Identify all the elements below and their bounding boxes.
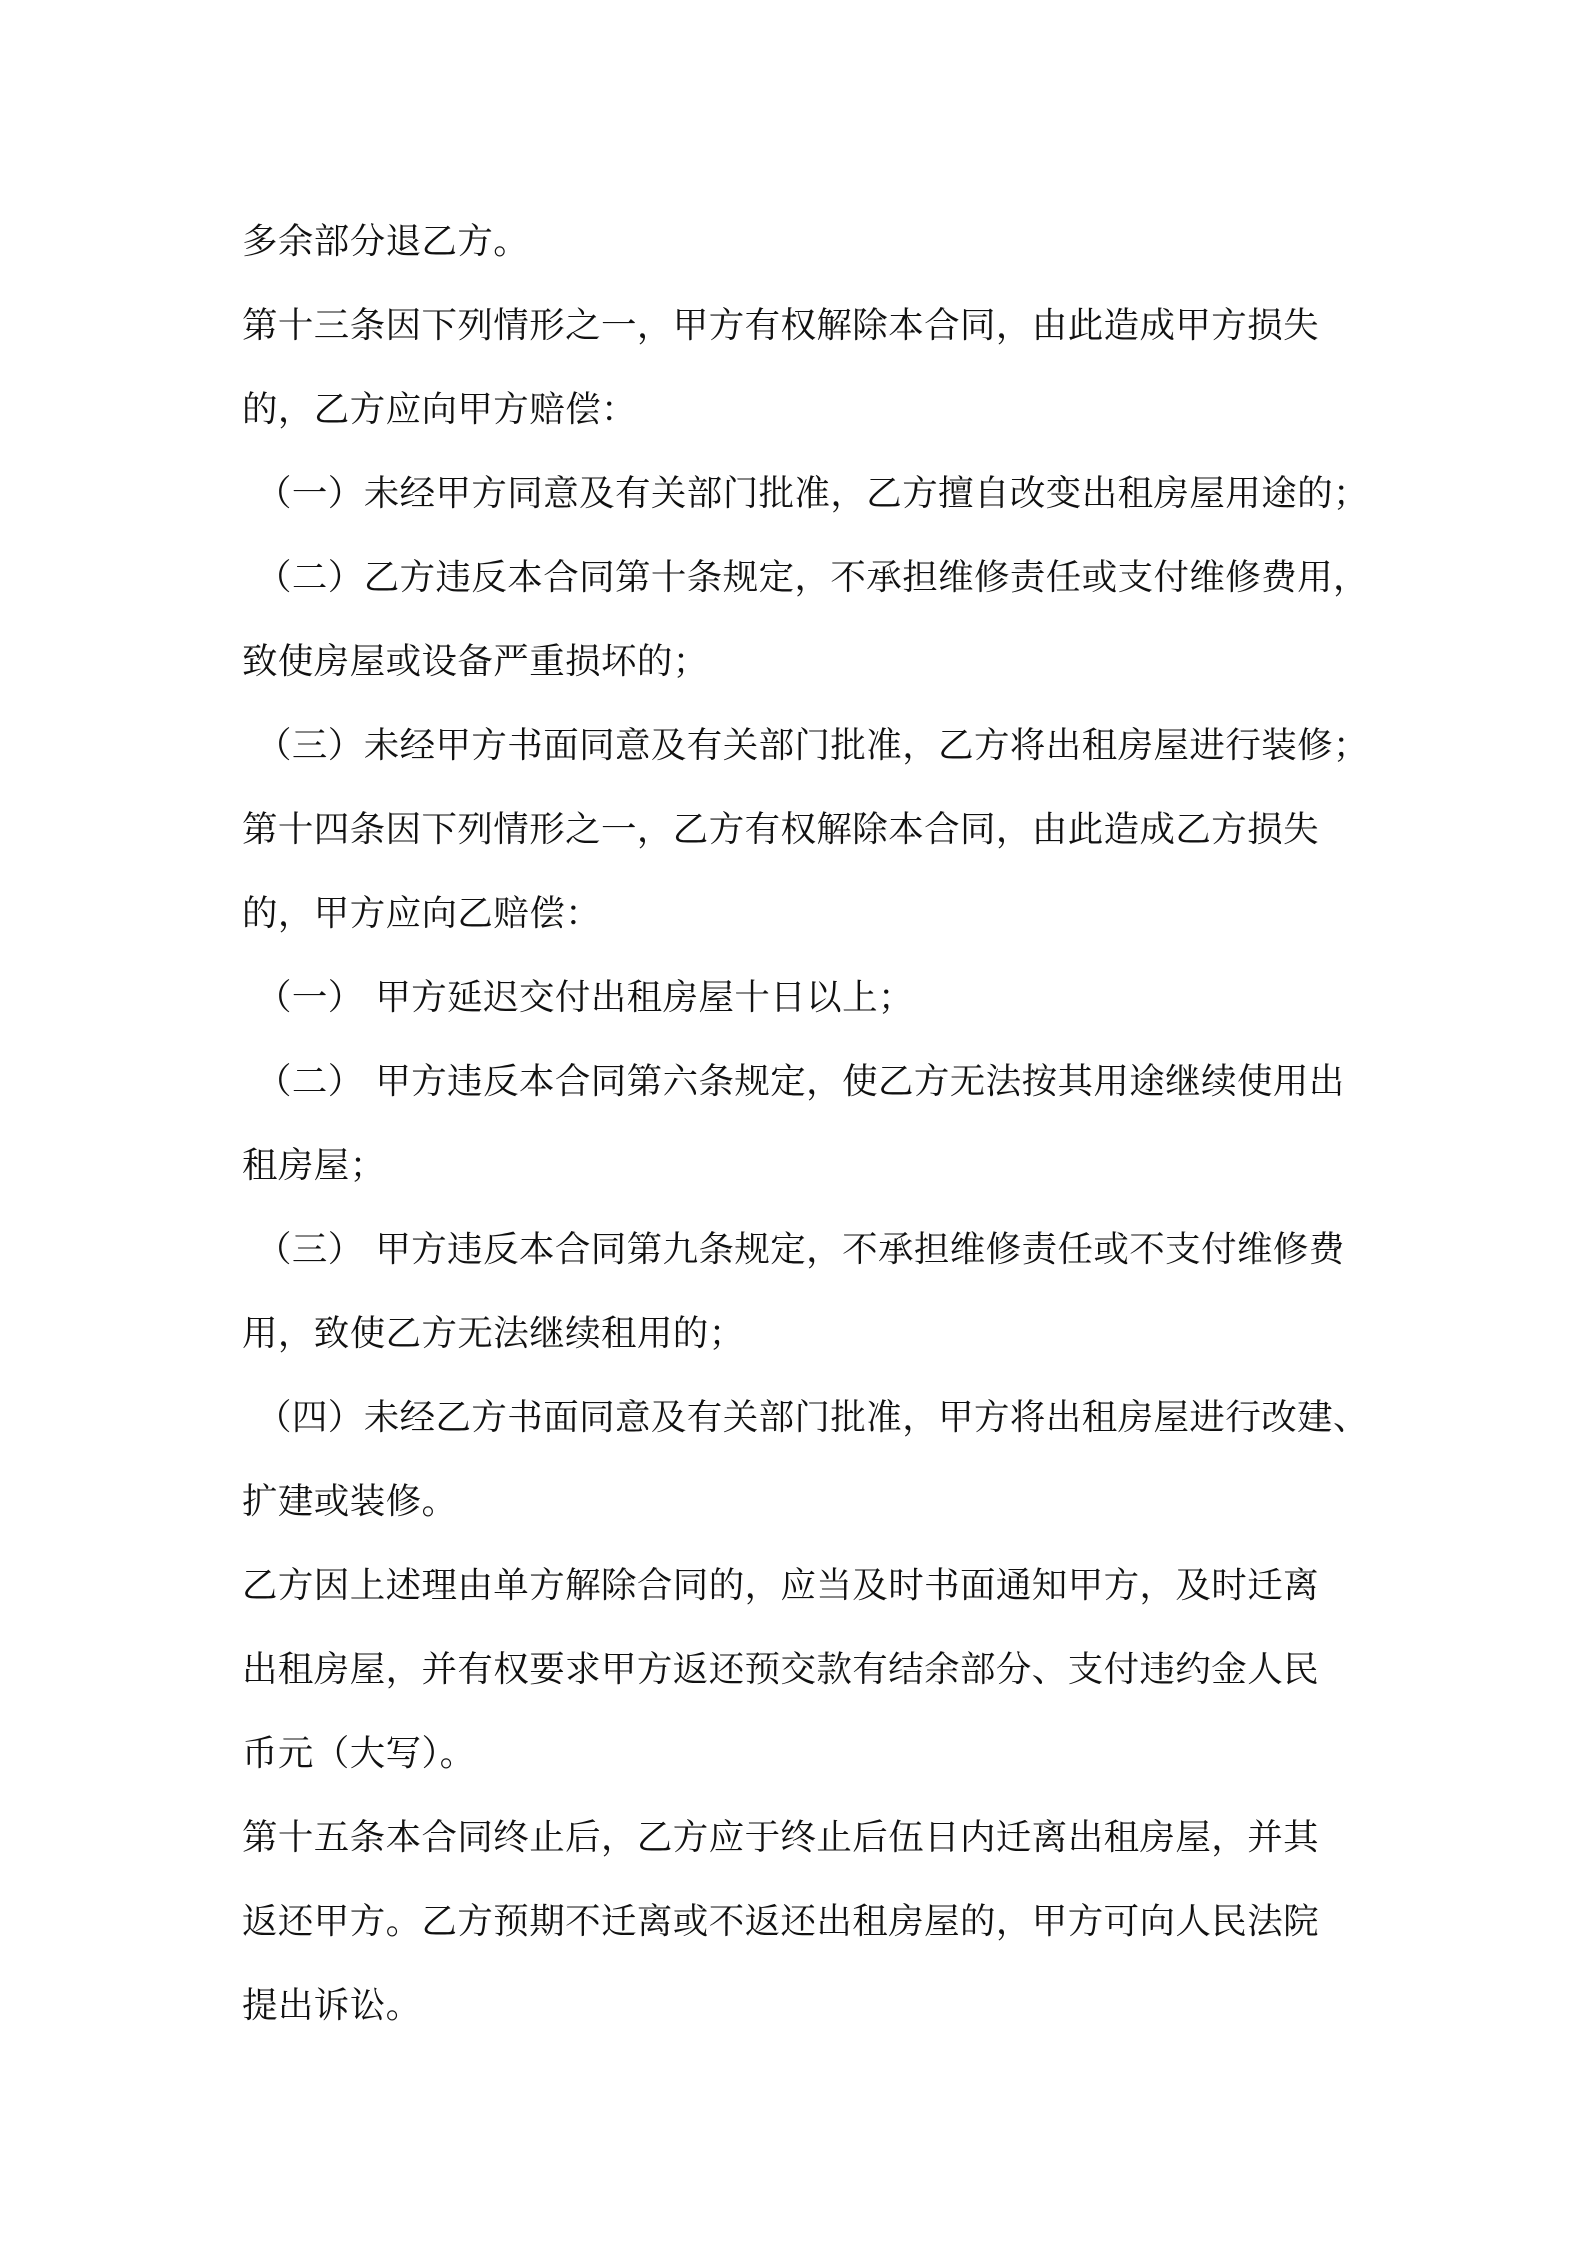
text-line-2: 第十三条因下列情形之一，甲方有权解除本合同，由此造成甲方损失 — [242, 305, 1320, 346]
text-line-1: 多余部分退乙方。 — [242, 221, 530, 262]
text-line-22: 提出诉讼。 — [242, 1985, 422, 2026]
text-line-5: （二）乙方违反本合同第十条规定，不承担维修责任或支付维修费用， — [256, 557, 1369, 598]
text-line-8: 第十四条因下列情形之一，乙方有权解除本合同，由此造成乙方损失 — [242, 809, 1320, 850]
document-body — [242, 200, 1369, 2048]
text-line-12: 租房屋； — [242, 1145, 386, 1186]
text-line-21: 返还甲方。乙方预期不迁离或不返还出租房屋的，甲方可向人民法院 — [242, 1901, 1320, 1942]
text-line-10: （一） 甲方延迟交付出租房屋十日以上； — [256, 977, 914, 1018]
text-line-14: 用，致使乙方无法继续租用的； — [242, 1313, 745, 1354]
text-line-3: 的，乙方应向甲方赔偿： — [242, 389, 637, 430]
text-line-17: 乙方因上述理由单方解除合同的，应当及时书面通知甲方，及时迁离 — [242, 1565, 1320, 1606]
text-line-11: （二） 甲方违反本合同第六条规定，使乙方无法按其用途继续使用出 — [256, 1061, 1345, 1102]
text-line-4: （一）未经甲方同意及有关部门批准，乙方擅自改变出租房屋用途的； — [256, 473, 1369, 514]
text-line-15: （四）未经乙方书面同意及有关部门批准，甲方将出租房屋进行改建、 — [256, 1397, 1369, 1438]
text-line-13: （三） 甲方违反本合同第九条规定，不承担维修责任或不支付维修费 — [256, 1229, 1345, 1270]
text-line-9: 的，甲方应向乙赔偿： — [242, 893, 602, 934]
text-line-6: 致使房屋或设备严重损坏的； — [242, 641, 709, 682]
text-line-7: （三）未经甲方书面同意及有关部门批准，乙方将出租房屋进行装修； — [256, 725, 1369, 766]
text-line-16: 扩建或装修。 — [242, 1481, 458, 1522]
text-line-18: 出租房屋，并有权要求甲方返还预交款有结余部分、支付违约金人民 — [242, 1649, 1320, 1690]
text-line-19: 币元（大写）。 — [242, 1733, 476, 1774]
text-line-20: 第十五条本合同终止后，乙方应于终止后伍日内迁离出租房屋，并其 — [242, 1817, 1320, 1858]
